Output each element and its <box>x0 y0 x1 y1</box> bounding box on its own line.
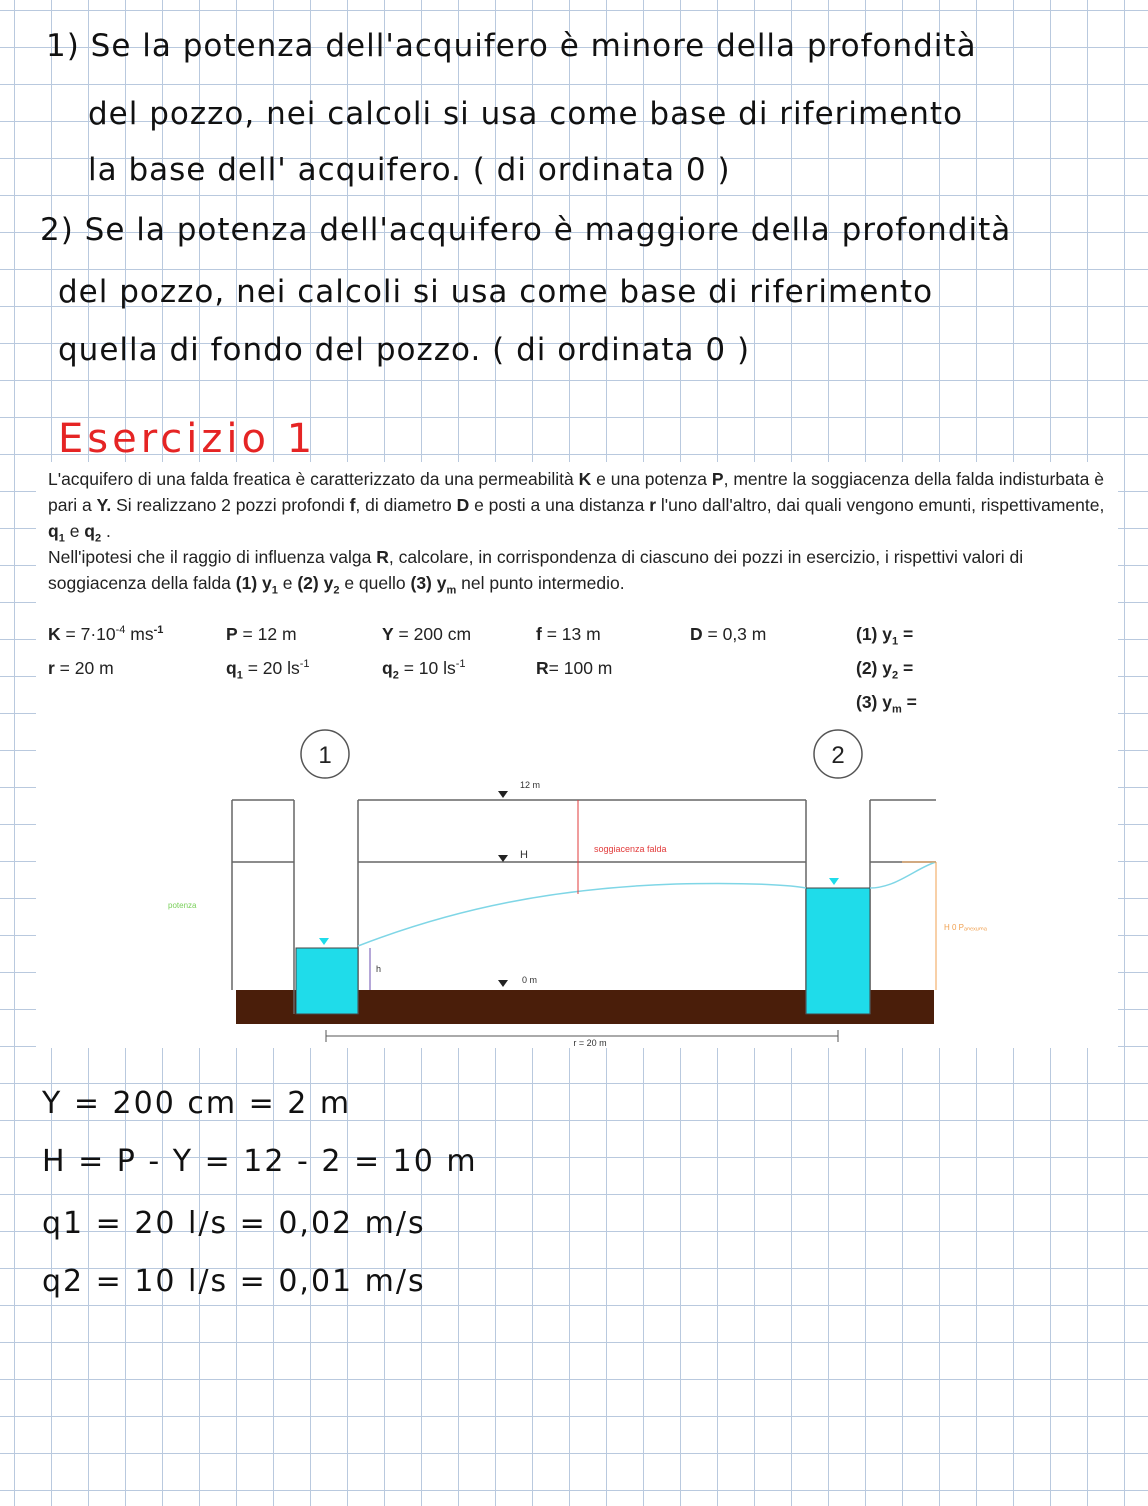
param-f-label: f <box>536 624 542 644</box>
well-2-level-icon <box>829 878 839 885</box>
well-2-water <box>806 888 870 1014</box>
p2-y1: (1) y <box>235 573 272 593</box>
p1-Y: Y. <box>96 495 112 515</box>
param-P <box>226 624 297 645</box>
p2-y1-sub: 1 <box>271 584 278 597</box>
p2-ym-sub: m <box>446 584 457 597</box>
answer-y1-eq: = <box>898 624 914 644</box>
p2-b: , calcolare, in corrispondenza di ciascuno dei pozzi in esercizio, i rispettivi valori di soggiacenza della falda <box>48 547 1024 593</box>
param-r-label: r <box>48 658 55 678</box>
p1-K: K <box>578 469 592 489</box>
p1-q2: q <box>84 521 95 541</box>
answer-y1-sub: 1 <box>891 635 899 648</box>
param-D-label: D <box>690 624 703 644</box>
param-q2-sub: 2 <box>392 669 399 682</box>
calc-line-2: H = P - Y = 12 - 2 = 10 m <box>42 1144 478 1179</box>
label-right-dim: H 0 Pₐₙₑₓᵤₘₐ <box>944 923 987 932</box>
p2-d: e quello <box>339 573 411 593</box>
param-f-value: = 13 m <box>541 624 601 644</box>
answer-y2-sub: 2 <box>891 669 899 682</box>
p1-b: e una potenza <box>591 469 712 489</box>
calc-line-3: q1 = 20 l/s = 0,02 m/s <box>42 1206 426 1241</box>
wells-diagram <box>36 718 1118 1048</box>
p1-f: f <box>349 495 356 515</box>
calc-line-1: Y = 200 cm = 2 m <box>42 1086 352 1121</box>
param-q1 <box>226 658 310 682</box>
param-K-exp: -4 <box>115 624 126 637</box>
p1-and: e <box>64 521 85 541</box>
problem-block <box>36 462 1118 1048</box>
param-q1-sub: 1 <box>236 669 243 682</box>
answer-ym-sub: m <box>891 703 902 716</box>
p2-c: e <box>277 573 298 593</box>
param-r-value: = 20 m <box>54 658 114 678</box>
param-f <box>536 624 601 645</box>
p2-y2-sub: 2 <box>333 584 340 597</box>
param-K-label: K <box>48 624 61 644</box>
p1-h: l'uno dall'altro, dai quali vengono emunti, rispettivamente, <box>656 495 1105 515</box>
answer-y1 <box>856 624 913 648</box>
p1-P: P <box>711 469 724 489</box>
problem-paragraph-1 <box>48 466 1108 552</box>
label-H: H <box>520 849 528 861</box>
param-q2 <box>382 658 466 682</box>
note-line-6: quella di fondo del pozzo. ( di ordinata 0 ) <box>58 332 751 368</box>
p1-r: r <box>649 495 656 515</box>
well-1-number: 1 <box>318 742 332 769</box>
param-Y-value: = 200 cm <box>393 624 472 644</box>
well-1-water <box>296 948 358 1014</box>
param-R-value: = 100 m <box>548 658 613 678</box>
note-line-4: 2) Se la potenza dell'acquifero è maggiore della profondità <box>40 212 1012 248</box>
param-P-label: P <box>226 624 238 644</box>
param-Y-label: Y <box>382 624 394 644</box>
param-K-unit-exp: -1 <box>153 624 164 637</box>
note-line-5: del pozzo, nei calcoli si usa come base di riferimento <box>58 274 934 310</box>
p2-ym: (3) y <box>410 573 447 593</box>
answer-y2-eq: = <box>898 658 914 678</box>
p1-D: D <box>456 495 470 515</box>
water-table-curve <box>358 883 806 946</box>
param-q2-exp: -1 <box>455 658 466 671</box>
p2-R: R <box>376 547 389 567</box>
label-distance: r = 20 m <box>573 1038 607 1048</box>
marker-0m-icon <box>498 980 508 987</box>
answer-ym <box>856 692 917 716</box>
water-table-curve-right <box>870 862 936 888</box>
answer-ym-eq: = <box>901 692 917 712</box>
p2-a: Nell'ipotesi che il raggio di influenza valga <box>48 547 377 567</box>
well-1-level-icon <box>319 938 329 945</box>
param-K <box>48 624 163 645</box>
note-line-1: 1) Se la potenza dell'acquifero è minore della profondità <box>46 28 977 64</box>
param-K-value: = 7·10 <box>60 624 116 644</box>
param-q2-value: = 10 ls <box>398 658 456 678</box>
p1-q2-sub: 2 <box>95 532 102 545</box>
p1-a: L'acquifero di una falda freatica è caratterizzato da una permeabilità <box>48 469 579 489</box>
note-line-2: del pozzo, nei calcoli si usa come base di riferimento <box>88 96 964 132</box>
param-Y <box>382 624 471 645</box>
param-D <box>690 624 766 645</box>
p1-d: Si realizzano 2 pozzi profondi <box>111 495 350 515</box>
well-2-number: 2 <box>831 742 845 769</box>
param-K-unit: ms <box>125 624 154 644</box>
label-potenza: potenza <box>168 901 197 910</box>
answer-ym-label: (3) y <box>856 692 892 712</box>
label-0m: 0 m <box>522 975 538 985</box>
params-table <box>48 624 1108 724</box>
p1-q1: q <box>48 521 59 541</box>
p2-e: nel punto intermedio. <box>456 573 625 593</box>
param-P-value: = 12 m <box>237 624 297 644</box>
marker-12m-icon <box>498 791 508 798</box>
param-q1-exp: -1 <box>299 658 310 671</box>
param-R-label: R <box>536 658 549 678</box>
p1-c: , mentre la soggiacenza della falda indisturbata è pari a <box>48 469 1104 515</box>
label-soggiacenza: soggiacenza falda <box>594 844 667 854</box>
param-D-value: = 0,3 m <box>702 624 767 644</box>
answer-y2-label: (2) y <box>856 658 892 678</box>
p1-g: e posti a una distanza <box>469 495 650 515</box>
label-h: h <box>376 964 382 974</box>
exercise-title: Esercizio 1 <box>58 416 317 462</box>
label-12m: 12 m <box>520 780 541 790</box>
answer-y1-label: (1) y <box>856 624 892 644</box>
param-q2-label: q <box>382 658 393 678</box>
param-r <box>48 658 114 679</box>
p2-y2: (2) y <box>297 573 334 593</box>
calc-line-4: q2 = 10 l/s = 0,01 m/s <box>42 1264 426 1299</box>
p1-end: . <box>101 521 111 541</box>
answer-y2 <box>856 658 913 682</box>
param-q1-value: = 20 ls <box>242 658 300 678</box>
marker-H-icon <box>498 855 508 862</box>
note-line-3: la base dell' acquifero. ( di ordinata 0 ) <box>88 152 731 188</box>
param-R <box>536 658 612 679</box>
param-q1-label: q <box>226 658 237 678</box>
problem-paragraph-2 <box>48 544 1108 604</box>
p1-e: , di diametro <box>355 495 457 515</box>
p1-q1-sub: 1 <box>58 532 65 545</box>
